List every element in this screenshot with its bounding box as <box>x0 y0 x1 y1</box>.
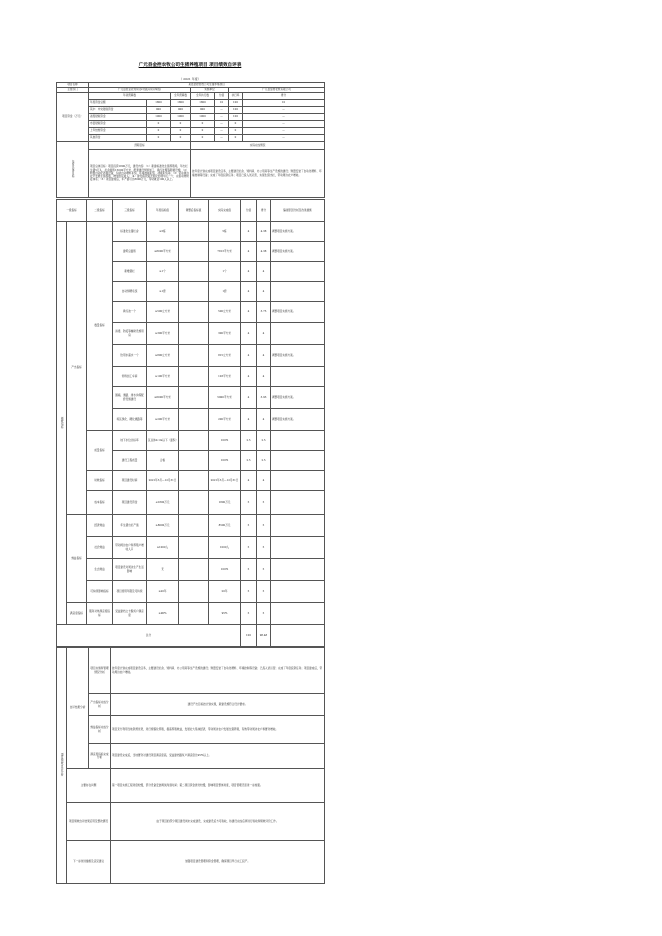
funds-row: 年度资金总额 1800 1800 1800 10 100 10 <box>57 100 325 107</box>
indicator-row: 围墙、道路、排水沟等配套设施建设 ≥6000平方米 5900平方米 4 3.93 调整项目实施方案。 <box>57 387 325 409</box>
indicator-row: 可持续影响指标 项目使用年限及可持续 ≥20年 20年 5 5 <box>57 581 325 603</box>
indicator-row: 粪污池一个 ≥500立方米 500立方米 4 3.75 调整项目实施方案。 <box>57 302 325 323</box>
goals-expected: 项目总体目标：项目投资1800万元，建设内容：（1）新建标准化生猪养殖场，年出栏生猪5万头，栏舍面积15000平方米，配套建设饲料加工、粪污处理等附属设施；（2）购置自动化养殖设备，包括自动喂料系统、环境控制系统、清粪系统等；（3）带动周边农户发展生猪养殖，增加农民收入；（4）建设病死猪无害化处理中心一个，完善动物防疫体系；（5）项目建成后，年产值可达8000万元，带动就业100人以上。 <box>89 150 191 198</box>
cost-label: 成本指标 <box>87 491 113 515</box>
indicator-row: 效益指标 经济效益 年生猪出栏产值 ≥8000万元 8500万元 5 5 <box>57 515 325 537</box>
review-label: 自评结果分析 <box>67 648 89 769</box>
project-name-label: 项目名称 <box>57 83 89 88</box>
quality-label: 质量指标 <box>87 431 113 471</box>
report-year: （ 2021 年度） <box>179 77 201 81</box>
funds-header: 执行率 <box>229 93 243 100</box>
indicator-row: 质量指标 地下水位达标率 区总体0.1m以下（面积） 100% 2.5 2.5 <box>57 431 325 451</box>
project-name: 某县金控农牧公司生猪养殖项目 <box>89 83 325 88</box>
output-label: 产出指标 <box>67 222 87 515</box>
page-title: 广元县金控农牧公司生猪养殖项目 项目绩效自评表 <box>138 63 242 68</box>
goals-label: 年度总体目标 <box>57 142 89 198</box>
analysis-row: 效益指标完成分析 项目充分利用当地资源优势，进行规模化养殖，提高养殖效益，发展壮大集体经济，带动周边农户发展生猪养殖，有效带动周边农户和群众增收。 <box>57 716 325 744</box>
indicator-table <box>56 199 325 647</box>
total-label: 总分 <box>57 625 241 647</box>
effect-label: 效益指标 <box>67 515 87 603</box>
quantity-label: 数量指标 <box>87 222 113 431</box>
indicator-row: 社会效益 带动周边农户和养殖户增收人口 ≥1000人 1000人 5 5 <box>57 537 325 559</box>
funds-table <box>56 82 325 198</box>
funds-header: 全年执行数 <box>191 93 215 100</box>
level1-label: 绩效指标 <box>57 222 67 625</box>
satisfaction-label: 满意度指标 <box>67 603 87 625</box>
funds-row: 其他资金 0 0 0 — 0 — <box>57 135 325 142</box>
analysis-row: 项目绩效自评分析 自评结果分析 项目实施和管理情况分析 按年度计划完成项目建设任务，主要建设栏舍、饲料间、办公用房等生产设施的建设；购置安装了自动化喂料、环境控制等设备；已投入试运营；完成了年度投资任务；项目建成后，带动周边农户增收。 <box>57 648 325 694</box>
funds-header: 得分 <box>243 93 325 100</box>
analysis-table <box>56 647 325 884</box>
dept: 广元县农业农村局(乡村振兴局)(本级) <box>89 88 191 93</box>
goals-actual: 按年度计划完成项目建设任务，主要建设栏舍、饲料间、办公用房等生产设施的建设；购置安装了自动化喂料、环境控制等设备；完成了年度投资任务；项目已投入试运营，实现生猪出栏，带动周边农户增收。 <box>191 150 325 198</box>
funds-header: 分值 <box>215 93 229 100</box>
funds-row: 市县财政资金 0 0 0 — 0 — <box>57 121 325 128</box>
indicator-row: 生态效益 项目建设对周边生产生活影响 无 100% 5 5 <box>57 559 325 581</box>
indicator-row: 消毒、防疫等辅助设施用房 ≥300平方米 300平方米 4 4 <box>57 323 325 345</box>
time-label: 时效指标 <box>87 471 113 491</box>
indicator-row: 场区绿化、硬化道路等 ≥200平方米 200平方米 4 4 调整项目实施方案。 <box>57 409 325 431</box>
indicator-row: 自动饲喂系统 ≥1套 1套 4 4 <box>57 282 325 302</box>
funds-row: 上年结转资金 0 0 0 — 0 — <box>57 128 325 135</box>
analysis-row: 主要存在问题 第一项目实施工程进度较慢，部分设备安装调试尚需时间；第二项目资金拨付较慢，影响项目整体进度，项目管理还需进一步加强。 <box>57 769 325 803</box>
indicator-row: 满意度指标 服务对象满意度指标 受益建档立卡脱贫户满意度 ≥90% 95% 5 5 <box>57 603 325 625</box>
impl-label: 实施单位 <box>191 88 229 93</box>
dept-label: 主管部门 <box>57 88 89 93</box>
indicator-row: 成本指标 项目建设资金 ≤1800万元 1800万元 5 5 <box>57 491 325 515</box>
analysis-row: 项目绩效自评结果应用及整改情况 由于项目的部分项目建设尚未完成建设，完成建设后方可验收，待建设完成后再进行验收和绩效评价工作。 <box>57 803 325 841</box>
funds-row: 省级财政资金 1000 1000 1000 — 100 — <box>57 114 325 121</box>
indicator-row: 时效指标 项目建设时间 2021年3月—12月31日 2021年3月—12月31日 4 4 <box>57 471 325 491</box>
analysis-row: 满意度指标完成分析 项目建设完成后，当地群众对建设项目满意度高，受益建档脱贫户满意度达95%以上。 <box>57 744 325 769</box>
indicator-row: 建筑总面积 ≥8000平方米 7813平方米 4 4.38 调整项目实施方案。 <box>57 242 325 262</box>
funds-label: 项目资金（万元） <box>57 93 89 142</box>
indicator-header-row: 一级指标 二级指标 三级指标 年度指标值 调整后指标值 实际完成值 分值 得分 偏差原因分析及改进措施 <box>57 200 325 222</box>
funds-header: 全年预算数 <box>171 93 191 100</box>
goals-expected-header: 预期目标 <box>89 142 191 150</box>
indicator-row: 建设工程质量 合格 100% 2.5 2.5 <box>57 451 325 471</box>
goals-actual-header: 实际完成情况 <box>191 142 325 150</box>
analysis-row: 产出指标完成分析 建设产出目标按计划实现，新建设施符合设计要求。 <box>57 694 325 716</box>
indicator-row: 绩效指标 产出指标 数量指标 标准化生猪栏舍 ≥5栋 5栋 4 4.38 调整项目实施方案。 <box>57 222 325 242</box>
indicator-row: 新增猪栏 ≥1个 1个 4 4 <box>57 262 325 282</box>
total-row <box>57 625 325 647</box>
indicator-row: 饲料加工车间 ≥100平方米 103平方米 4 4 <box>57 367 325 387</box>
indicator-row: 饮用水蓄水一个 ≥800立方米 815立方米 4 4 调整项目实施方案。 <box>57 345 325 367</box>
analysis-row: 下一步改进措施及意见建议 加强项目建设管理和资金管理，确保项目早日完工投产。 <box>57 841 325 884</box>
total-score: 100 <box>241 625 257 647</box>
funds-row: 其中：中央财政资金 900 900 900 — 100 — <box>57 107 325 114</box>
total-got: 98.48 <box>257 625 271 647</box>
funds-header: 年初预算数 <box>89 93 171 100</box>
analysis-side-label: 项目绩效自评分析 <box>57 648 67 884</box>
impl: 广元县金控农牧有限公司 <box>229 88 325 93</box>
